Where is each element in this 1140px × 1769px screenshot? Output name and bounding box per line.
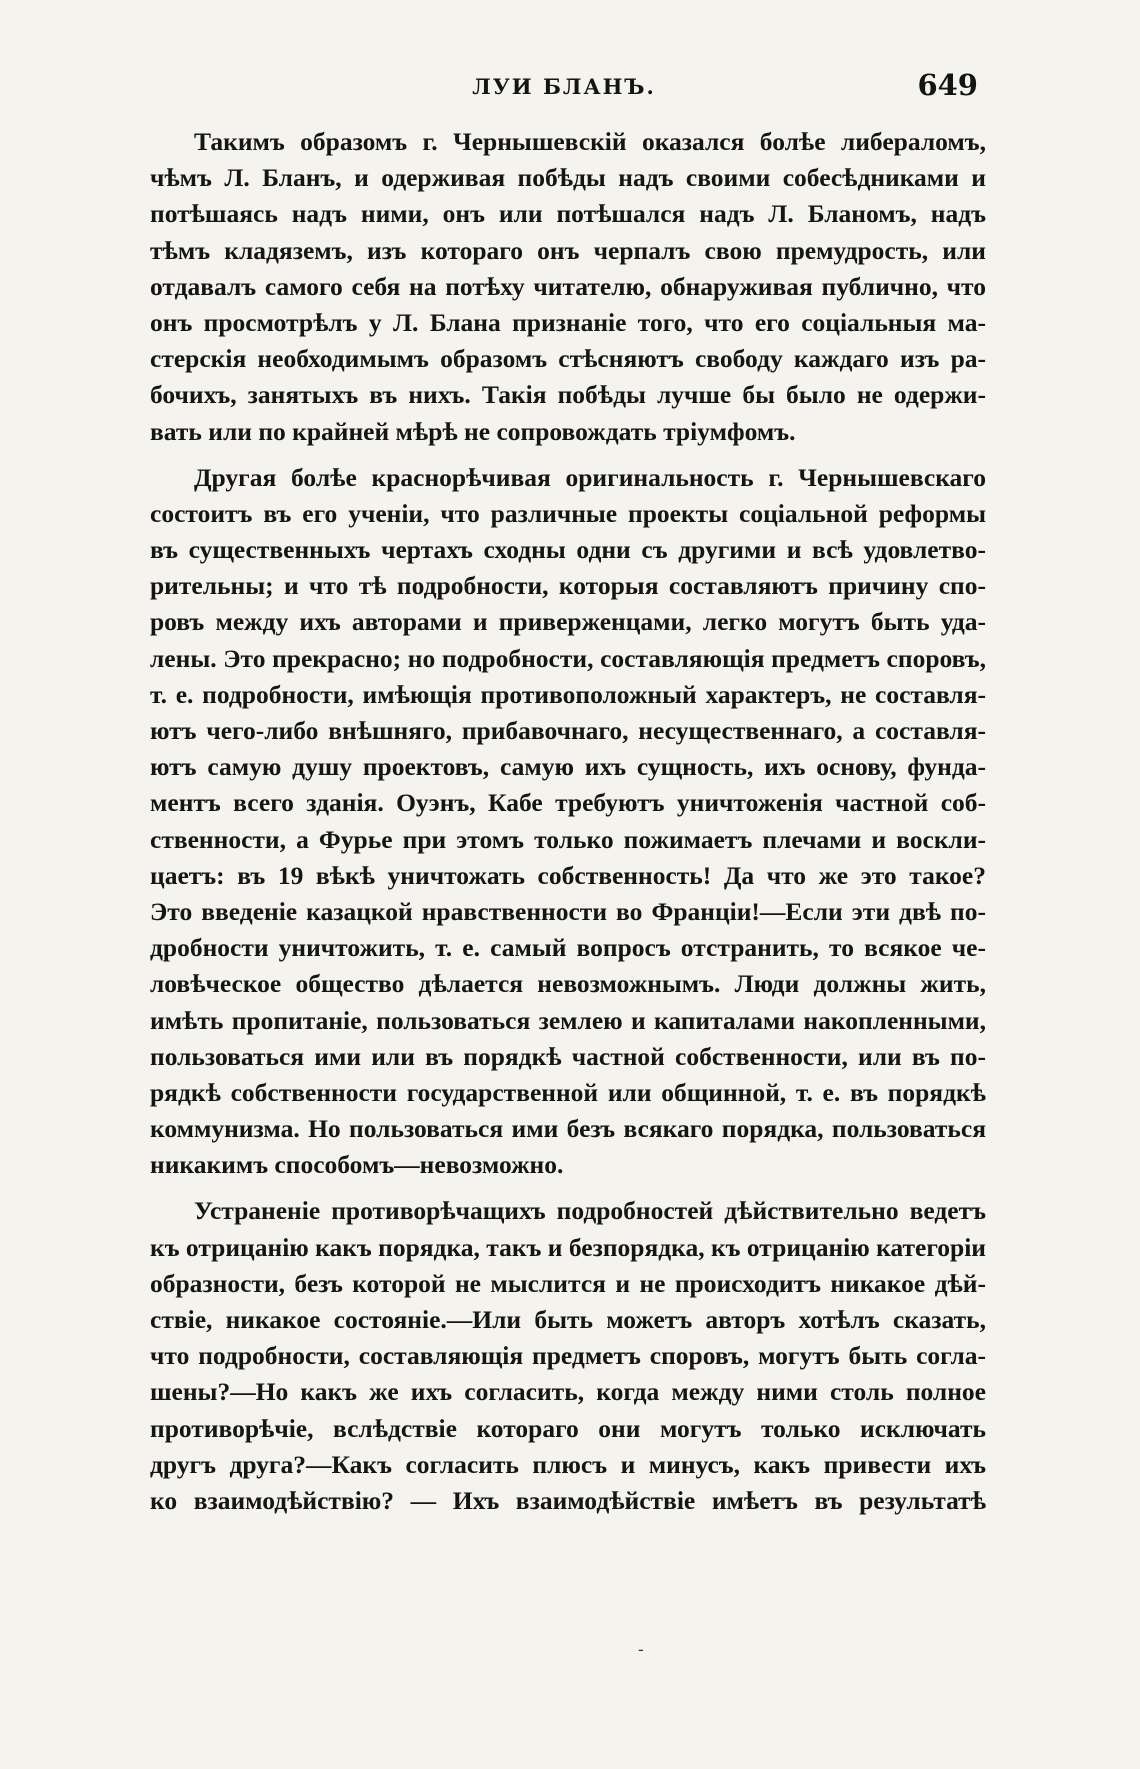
text-line: отдавалъ самого себя на потѣху читателю, обнаруживая публично, что: [150, 271, 986, 301]
body-text: [150, 124, 986, 1519]
text-line: шены?—Но какъ же ихъ согласить, когда между ними столь полное: [150, 1377, 986, 1407]
text-line: пользоваться ими или въ порядкѣ частной собственности, или въ по-: [150, 1041, 986, 1071]
text-line: Другая болѣе краснорѣчивая оригинальность г. Чернышевскаго: [194, 462, 986, 492]
paragraph-1: [150, 124, 986, 450]
text-line: ствіе, никакое состояніе.—Или быть можетъ авторъ хотѣлъ сказать,: [150, 1305, 986, 1334]
text-line: дробности уничтожить, т. е. самый вопросъ отстранить, то всякое че-: [150, 933, 986, 963]
text-line: цаетъ: въ 19 вѣкѣ уничтожать собственность! Да что же это такое?: [150, 860, 986, 890]
text-line: ственности, а Фурье при этомъ только пожимаетъ плечами и воскли-: [150, 824, 986, 854]
text-line: что подробности, составляющія предметъ споровъ, могутъ быть согла-: [150, 1341, 986, 1371]
text-line: онъ просмотрѣлъ у Л. Блана признаніе того, что его соціальныя ма-: [150, 307, 986, 337]
text-line: чѣмъ Л. Бланъ, и одерживая побѣды надъ своими собесѣдниками и: [150, 163, 986, 193]
text-line: имѣть пропитаніе, пользоваться землею и капиталами накопленными,: [150, 1005, 986, 1035]
text-line: бочихъ, занятыхъ въ нихъ. Такія побѣды лучше бы было не одержи-: [150, 380, 986, 410]
text-line: коммунизма. Но пользоваться ими безъ всякаго порядка, пользоваться: [150, 1114, 986, 1144]
text-line: Такимъ образомъ г. Чернышевскій оказался болѣе либераломъ,: [194, 127, 986, 156]
footer-mark: -: [638, 1640, 644, 1659]
text-line: вать или по крайней мѣрѣ не сопровождать тріумфомъ.: [150, 416, 796, 446]
paragraph-2: [150, 460, 986, 1184]
text-line: ютъ самую душу проектовъ, самую ихъ сущность, ихъ основу, фунда-: [150, 752, 986, 782]
text-line: рительны; и что тѣ подробности, которыя составляютъ причину спо-: [150, 571, 986, 601]
text-line: ловѣческое общество дѣлается невозможнымъ. Люди должны жить,: [150, 969, 986, 999]
text-line: въ существенныхъ чертахъ сходны одни съ другими и всѣ удовлетво-: [150, 535, 986, 565]
text-line: рядкѣ собственности государственной или общинной, т. е. въ порядкѣ: [150, 1077, 986, 1107]
text-line: лены. Это прекрасно; но подробности, составляющія предметъ споровъ,: [150, 643, 986, 673]
text-line: ментъ всего зданія. Оуэнъ, Кабе требуютъ уничтоженія частной соб-: [150, 788, 986, 818]
text-line: ютъ чего-либо внѣшняго, прибавочнаго, несущественнаго, а составля-: [150, 716, 986, 745]
text-line: т. е. подробности, имѣющія противоположный характеръ, не составля-: [150, 679, 986, 709]
text-line: потѣшаясь надъ ними, онъ или потѣшался надъ Л. Бланомъ, надъ: [150, 199, 986, 229]
text-line: ко взаимодѣйствію? — Ихъ взаимодѣйствіе имѣетъ въ результатѣ: [150, 1485, 986, 1515]
text-line: къ отрицанію какъ порядка, такъ и безпорядка, къ отрицанію категоріи: [150, 1232, 986, 1262]
text-line: стерскія необходимымъ образомъ стѣсняютъ свободу каждаго изъ ра-: [150, 344, 986, 374]
text-line: другъ друга?—Какъ согласить плюсъ и минусъ, какъ привести ихъ: [150, 1449, 986, 1479]
text-line: никакимъ способомъ—невозможно.: [150, 1150, 564, 1180]
text-line: образности, безъ которой не мыслится и не происходитъ никакое дѣй-: [150, 1268, 986, 1298]
text-line: противорѣчіе, вслѣдствіе котораго они могутъ только исключать: [150, 1413, 986, 1443]
page-header: [150, 68, 978, 108]
text-line: ровъ между ихъ авторами и приверженцами, легко могутъ быть уда-: [150, 607, 986, 637]
text-line: тѣмъ кладяземъ, изъ котораго онъ черпалъ свою премудрость, или: [150, 235, 986, 265]
text-line: состоитъ въ его ученіи, что различные проекты соціальной реформы: [150, 498, 986, 528]
text-line: Это введеніе казацкой нравственности во Франціи!—Если эти двѣ по-: [150, 896, 986, 926]
paragraph-3: [150, 1193, 986, 1519]
running-title: ЛУИ БЛАНЪ.: [472, 74, 656, 99]
page-number: 649: [917, 68, 978, 102]
text-line: Устраненіе противорѣчащихъ подробностей дѣйствительно ведетъ: [194, 1196, 986, 1226]
